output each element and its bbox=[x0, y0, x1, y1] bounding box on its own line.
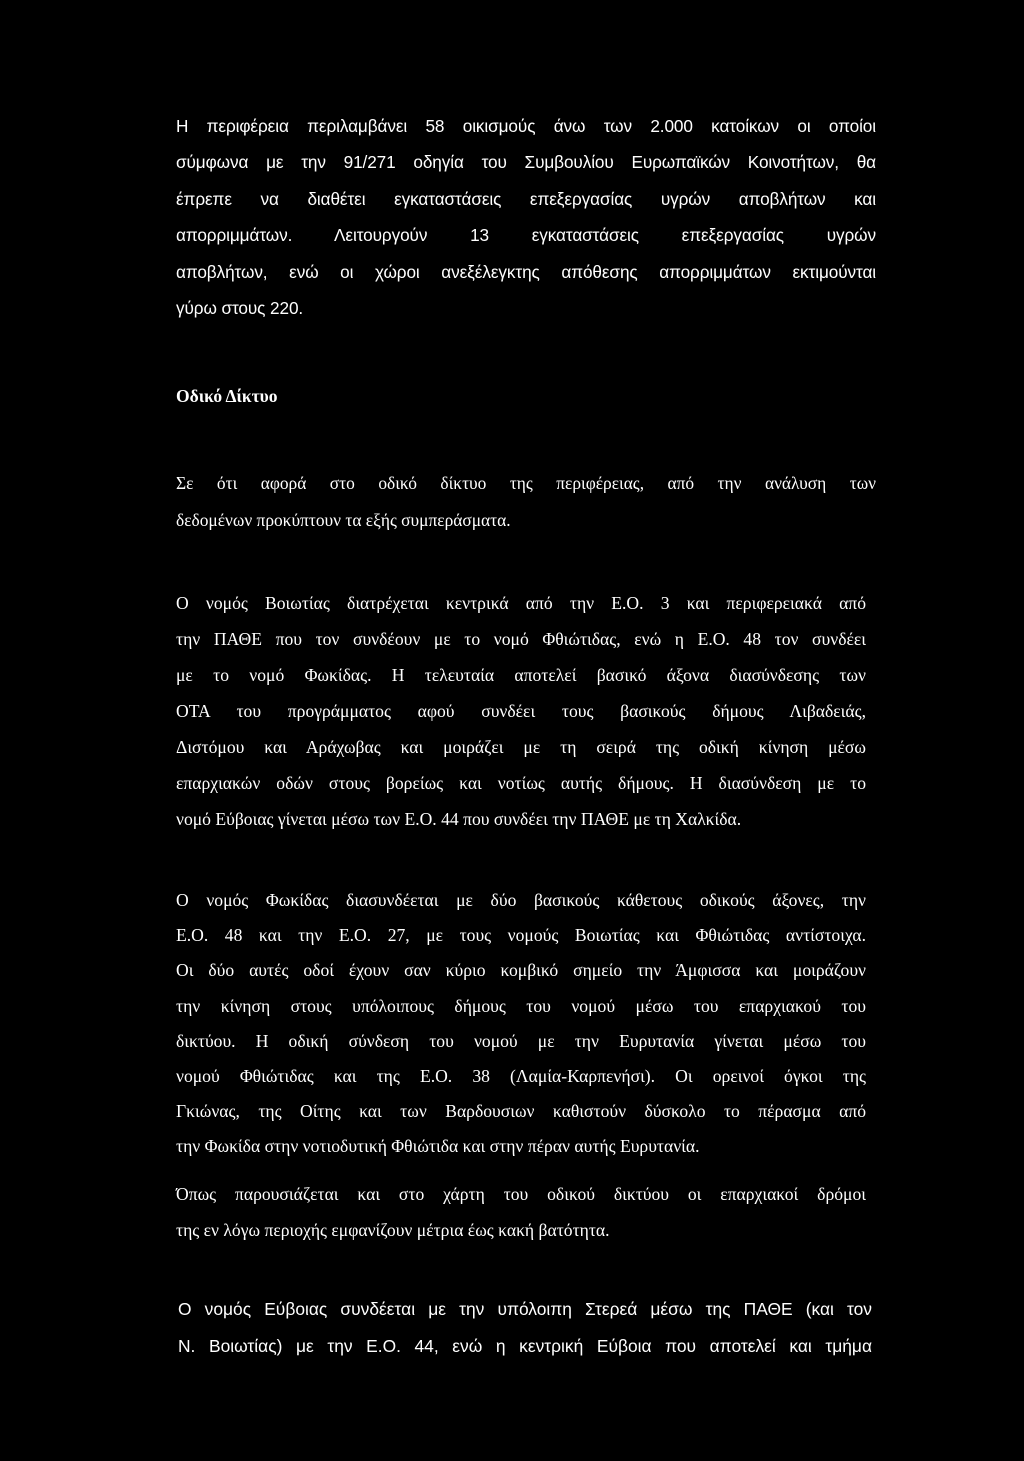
text-line: Ν. Βοιωτίας) με την Ε.Ο. 44, ενώ η κεντρική Εύβοια που αποτελεί και τμήμα bbox=[178, 1335, 872, 1356]
text-line: της εν λόγω περιοχής εμφανίζουν μέτρια έως κακή βατότητα. bbox=[176, 1220, 610, 1240]
text-line: αποβλήτων, ενώ οι χώροι ανεξέλεγκτης απόθεσης απορριμμάτων εκτιμούνται bbox=[176, 261, 876, 282]
text-line: την ΠΑΘΕ που τον συνδέουν με το νομό Φθιώτιδας, ενώ η Ε.Ο. 48 τον συνδέει bbox=[176, 629, 866, 649]
text-line: την κίνηση στους υπόλοιπους δήμους του νομού μέσω του επαρχιακού του bbox=[176, 995, 866, 1016]
text-line: με το νομό Φωκίδας. Η τελευταία αποτελεί βασικό άξονα διασύνδεσης των bbox=[176, 665, 866, 685]
text-line: Ο νομός Βοιωτίας διατρέχεται κεντρικά από την Ε.Ο. 3 και περιφερειακά από bbox=[176, 593, 866, 613]
paragraph-road-network-intro bbox=[176, 465, 876, 538]
text-line: Γκιώνας, της Οίτης και των Βαρδουσιων καθιστούν δύσκολο το πέρασμα από bbox=[176, 1101, 866, 1122]
text-line: Ο νομός Εύβοιας συνδέεται με την υπόλοιπη Στερεά μέσω της ΠΑΘΕ (και τον bbox=[178, 1299, 872, 1319]
text-line: Σε ότι αφορά στο οδικό δίκτυο της περιφέρειας, από την ανάλυση των bbox=[176, 473, 876, 493]
paragraph-phocis-roads bbox=[176, 883, 866, 1165]
text-line: γύρω στους 220. bbox=[176, 298, 304, 319]
section-heading: Οδικό Δίκτυο bbox=[176, 386, 278, 406]
text-line: Ε.Ο. 48 και την Ε.Ο. 27, με τους νομούς Βοιωτίας και Φθιώτιδας αντίστοιχα. bbox=[176, 925, 866, 946]
text-line: δικτύου. Η οδική σύνδεση του νομού με την Ευρυτανία γίνεται μέσω του bbox=[176, 1030, 866, 1051]
text-line: έπρεπε να διαθέτει εγκαταστάσεις επεξεργασίας υγρών αποβλήτων και bbox=[176, 188, 876, 209]
text-line: Οι δύο αυτές οδοί έχουν σαν κύριο κομβικό σημείο την Άμφισσα και μοιράζουν bbox=[176, 960, 866, 981]
text-line: νομού Φθιώτιδας και της Ε.Ο. 38 (Λαμία-Καρπενήσι). Οι ορεινοί όγκοι της bbox=[176, 1066, 866, 1087]
text-line: νομό Εύβοιας γίνεται μέσω των Ε.Ο. 44 που συνδέει την ΠΑΘΕ με τη Χαλκίδα. bbox=[176, 809, 742, 829]
text-line: την Φωκίδα στην νοτιοδυτική Φθιώτιδα και στην πέραν αυτής Ευρυτανία. bbox=[176, 1136, 700, 1157]
text-line: Η περιφέρεια περιλαμβάνει 58 οικισμούς άνω των 2.000 κατοίκων οι οποίοι bbox=[176, 116, 876, 136]
text-line: απορριμμάτων. Λειτουργούν 13 εγκαταστάσεις επεξεργασίας υγρών bbox=[176, 225, 876, 246]
text-line: Όπως παρουσιάζεται και στο χάρτη του οδικού δικτύου οι επαρχιακοί δρόμοι bbox=[176, 1184, 866, 1204]
text-line: Διστόμου και Αράχωβας και μοιράζει με τη σειρά της οδική κίνηση μέσω bbox=[176, 737, 866, 757]
text-line: σύμφωνα με την 91/271 οδηγία του Συμβουλίου Ευρωπαϊκών Κοινοτήτων, θα bbox=[176, 152, 876, 173]
paragraph-boeotia-roads bbox=[176, 585, 866, 837]
text-line: επαρχιακών οδών στους βορείως και νοτίως αυτής δήμους. Η διασύνδεση με το bbox=[176, 773, 866, 793]
paragraph-euboea-roads bbox=[178, 1291, 872, 1364]
paragraph-road-condition bbox=[176, 1176, 866, 1248]
text-line: δεδομένων προκύπτουν τα εξής συμπεράσματα. bbox=[176, 509, 511, 530]
text-line: ΟΤΑ του προγράμματος αφού συνδέει τους βασικούς δήμους Λιβαδειάς, bbox=[176, 701, 866, 721]
paragraph-sewage-facilities bbox=[176, 108, 876, 326]
text-line: Ο νομός Φωκίδας διασυνδέεται με δύο βασικούς κάθετους οδικούς άξονες, την bbox=[176, 890, 866, 910]
